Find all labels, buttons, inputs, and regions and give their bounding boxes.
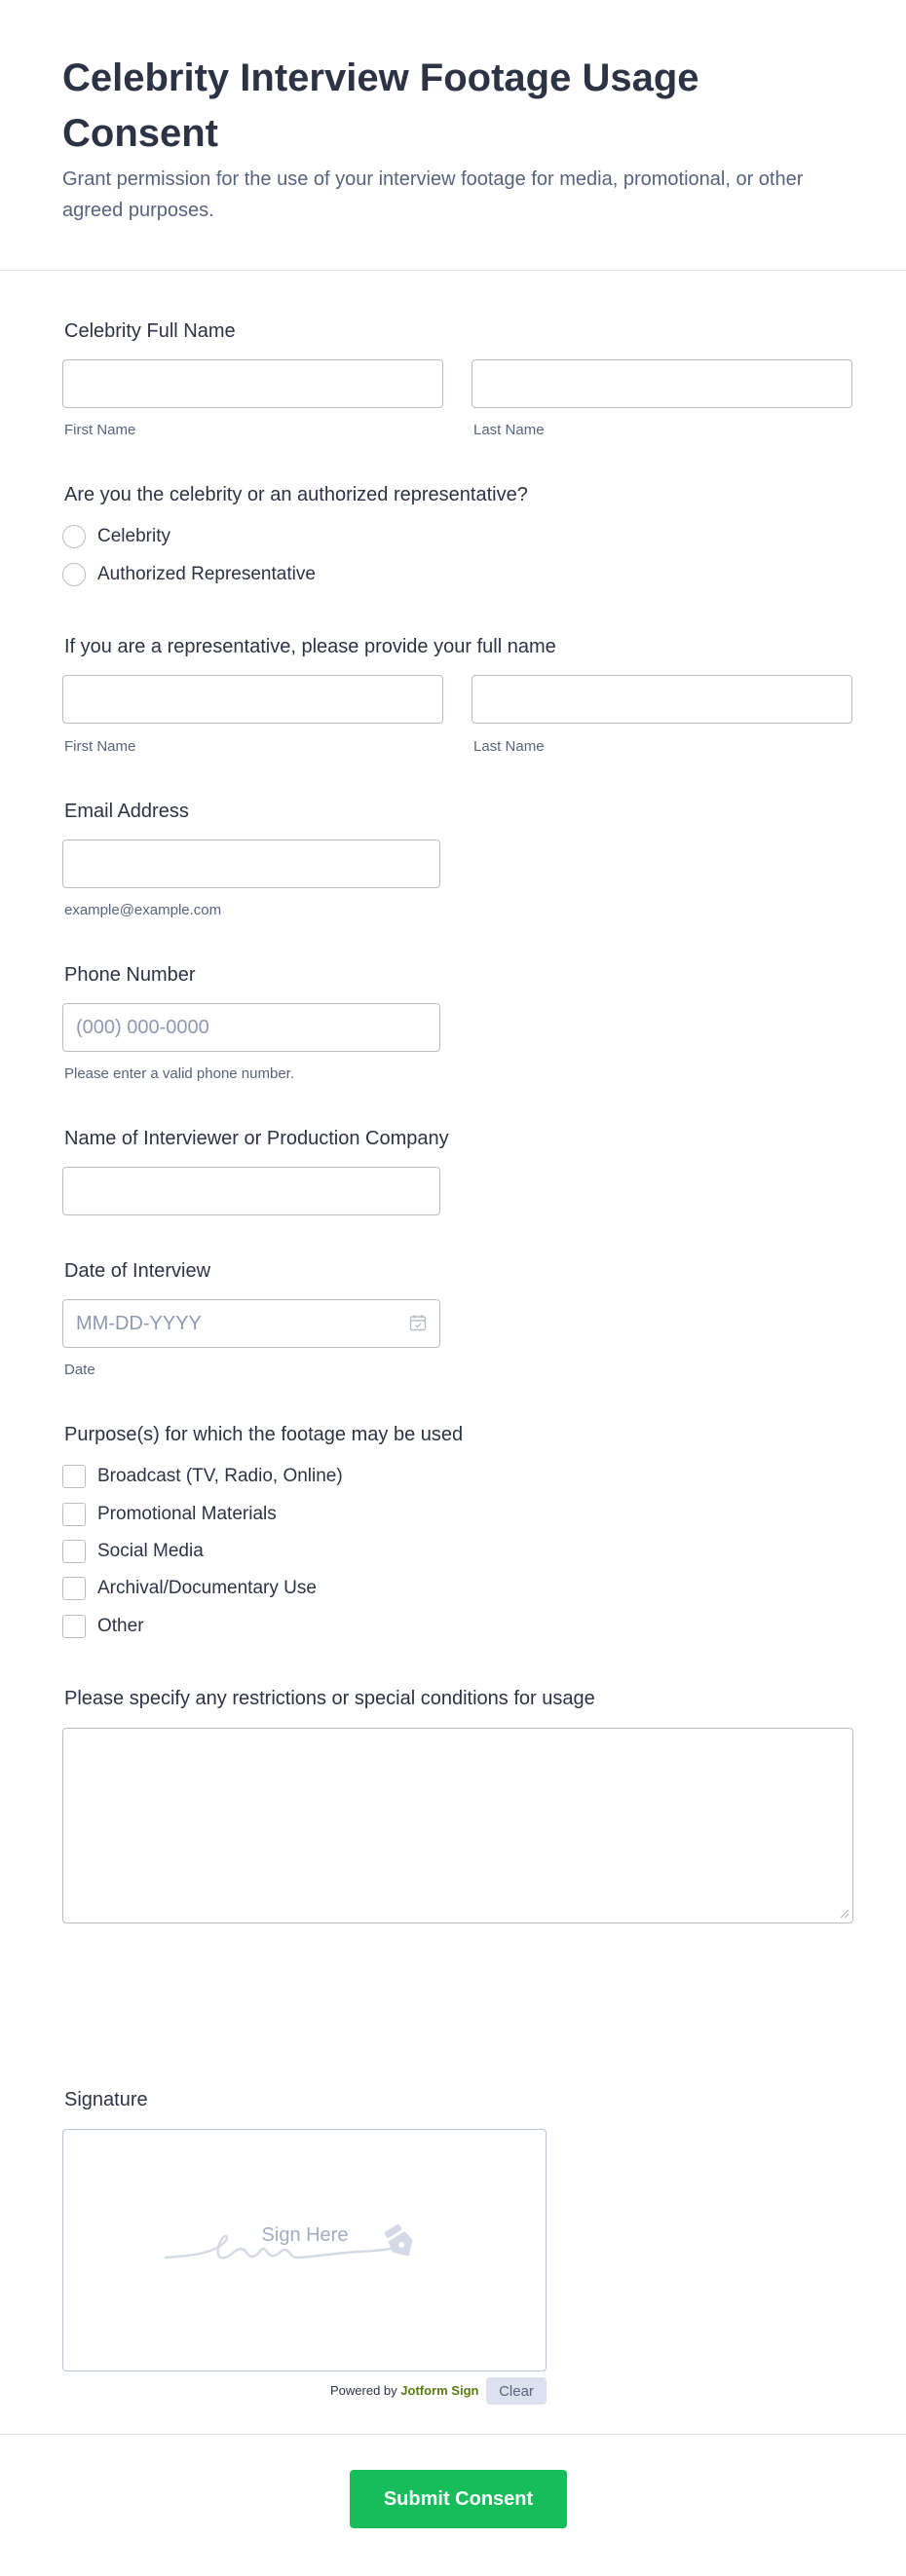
form-subtitle: Grant permission for the use of your interview footage for media, promotional, or other agreed purposes. [62, 168, 804, 221]
restrictions-textarea[interactable] [62, 1728, 853, 1923]
radio-button[interactable] [62, 525, 86, 548]
radio-button[interactable] [62, 563, 86, 586]
email-input[interactable] [62, 840, 440, 888]
phone-label: Phone Number [64, 964, 196, 986]
form-title: Celebrity Interview Footage Usage Consent [62, 56, 699, 155]
checkbox-option-label: Social Media [97, 1541, 204, 1561]
radio-option-authorized-representative[interactable] [62, 562, 316, 587]
checkbox-option-promotional-materials[interactable] [62, 1502, 277, 1527]
celebrity-first-name-input[interactable] [62, 359, 443, 408]
phone-input[interactable] [62, 1003, 440, 1052]
checkbox[interactable] [62, 1503, 86, 1526]
radio-option-label: Authorized Representative [97, 564, 316, 584]
rep-first-name-sublabel: First Name [64, 738, 136, 755]
interview-date-label: Date of Interview [64, 1260, 211, 1282]
powered-by-text: Powered by [330, 2383, 397, 2398]
email-label: Email Address [64, 801, 189, 822]
calendar-icon[interactable] [409, 1314, 427, 1331]
clear-signature-button[interactable]: Clear [486, 2377, 547, 2405]
purposes-label: Purpose(s) for which the footage may be used [64, 1424, 464, 1445]
checkbox-option-label: Other [97, 1616, 144, 1636]
date-field [62, 1299, 440, 1348]
checkbox-option-label: Promotional Materials [97, 1504, 277, 1524]
jotform-sign-brand: Jotform Sign [400, 2383, 479, 2398]
role-question-label: Are you the celebrity or an authorized representative? [64, 484, 528, 505]
checkbox-option-archival-documentary[interactable] [62, 1576, 317, 1601]
checkbox[interactable] [62, 1465, 86, 1488]
celebrity-first-name-sublabel: First Name [64, 422, 136, 438]
interview-date-sublabel: Date [64, 1362, 95, 1378]
checkbox-option-social-media[interactable] [62, 1539, 204, 1564]
checkbox[interactable] [62, 1577, 86, 1600]
rep-first-name-input[interactable] [62, 675, 443, 724]
celebrity-name-label: Celebrity Full Name [64, 320, 236, 342]
checkbox-option-label: Archival/Documentary Use [97, 1578, 317, 1598]
resize-grip-icon[interactable] [838, 1907, 849, 1919]
celebrity-last-name-sublabel: Last Name [473, 422, 545, 438]
checkbox[interactable] [62, 1540, 86, 1563]
rep-name-label: If you are a representative, please provide your full name [64, 636, 556, 657]
footer-divider [0, 2434, 906, 2435]
radio-option-label: Celebrity [97, 526, 170, 546]
rep-last-name-sublabel: Last Name [473, 738, 545, 755]
checkbox-option-broadcast[interactable] [62, 1464, 343, 1489]
checkbox-option-other[interactable] [62, 1614, 144, 1639]
email-sublabel: example@example.com [64, 902, 222, 918]
signature-label: Signature [64, 2089, 148, 2110]
radio-option-celebrity[interactable] [62, 524, 170, 549]
celebrity-last-name-input[interactable] [472, 359, 852, 408]
phone-sublabel: Please enter a valid phone number. [64, 1065, 294, 1082]
form-header [0, 0, 906, 271]
checkbox[interactable] [62, 1615, 86, 1638]
restrictions-label: Please specify any restrictions or special conditions for usage [64, 1688, 595, 1709]
interview-date-input[interactable] [62, 1299, 440, 1348]
rep-last-name-input[interactable] [472, 675, 852, 724]
sign-here-placeholder: Sign Here [261, 2224, 349, 2246]
powered-by-note [330, 2383, 478, 2398]
interviewer-label: Name of Interviewer or Production Company [64, 1128, 449, 1149]
checkbox-option-label: Broadcast (TV, Radio, Online) [97, 1466, 343, 1486]
interviewer-input[interactable] [62, 1167, 440, 1215]
submit-consent-button[interactable]: Submit Consent [350, 2470, 567, 2528]
